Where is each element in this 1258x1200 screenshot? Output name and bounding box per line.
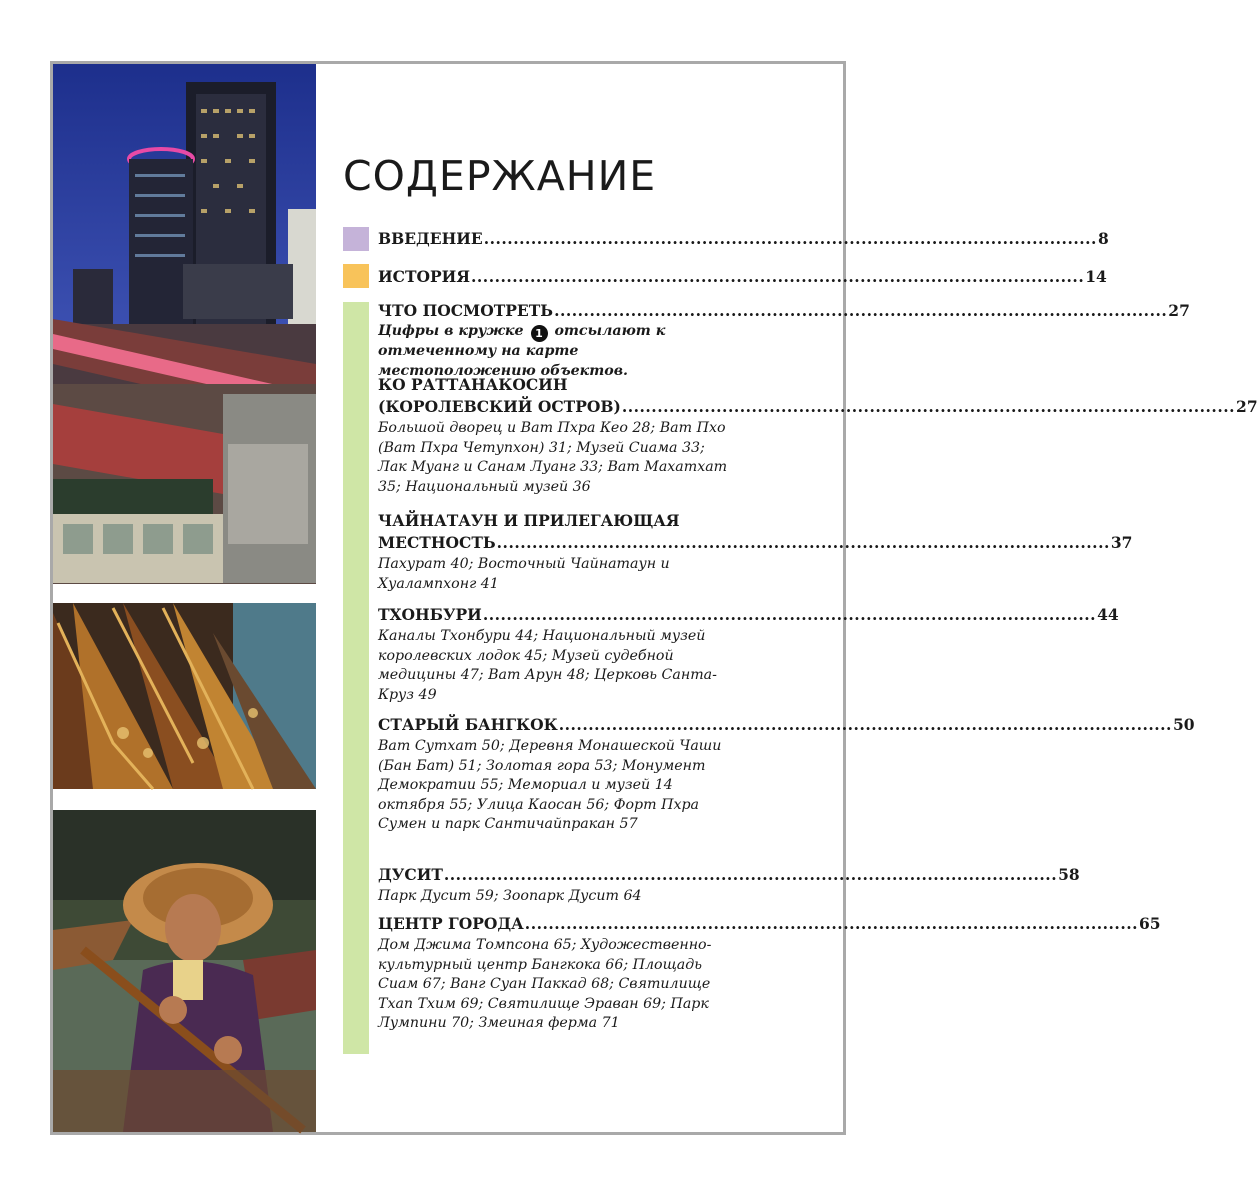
numbered-circle-icon: 1	[531, 325, 548, 342]
toc-label: ИСТОРИЯ	[378, 267, 470, 286]
toc-entry-chinatown[interactable]	[378, 510, 1133, 594]
history-color-marker	[343, 264, 369, 288]
toc-entry-dusit[interactable]	[378, 864, 1080, 907]
toc-entry-intro[interactable]	[378, 228, 1109, 250]
leader-dots: ........................................................................................................	[558, 715, 1172, 734]
toc-label: КО РАТТАНАКОСИН	[378, 375, 568, 394]
toc-label: ВВЕДЕНИЕ	[378, 229, 483, 248]
toc-entry-old-bangkok[interactable]	[378, 714, 1195, 835]
toc-label: СТАРЫЙ БАНГКОК	[378, 715, 558, 734]
toc-entry-history[interactable]	[378, 266, 1107, 288]
sights-color-bar	[343, 302, 369, 1054]
toc-entry-sights[interactable]	[378, 300, 1190, 381]
page-number: 50	[1172, 715, 1195, 734]
leader-dots: ........................................................................................................	[482, 605, 1097, 624]
leader-dots: ........................................................................................................	[496, 533, 1110, 552]
toc-description: Пахурат 40; Восточный Чайнатаун и Хуалампхонг 41	[378, 556, 670, 592]
page-title: СОДЕРЖАНИЕ	[343, 152, 657, 200]
leader-dots: ........................................................................................................	[621, 397, 1236, 416]
leader-dots: ........................................................................................................	[443, 865, 1058, 884]
toc-description: Парк Дусит 59; Зоопарк Дусит 64	[378, 888, 642, 904]
toc-description: Дом Джима Томпсона 65; Художественно-культурный центр Бангкока 66; Площадь Сиам 67; Ванг Суан Паккад 68; Святилище Тхап Тхим 69; Святилище Эраван 69; Парк Лумпини 70; Змеиная ферма 71	[378, 937, 712, 1032]
page-number: 8	[1097, 229, 1109, 248]
temple-roof-photo	[53, 603, 316, 789]
page-number: 14	[1085, 267, 1107, 286]
toc-description: Большой дворец и Ват Пхра Кео 28; Ват Пхо (Ват Пхра Четупхон) 31; Музей Сиама 33; Лак Муанг и Санам Луанг 33; Ват Махатхат 35; Национальный музей 36	[378, 420, 728, 495]
leader-dots: ........................................................................................................	[524, 914, 1139, 933]
leader-dots: ........................................................................................................	[471, 267, 1085, 286]
boat-vendor-photo	[53, 810, 316, 1132]
page-number: 44	[1097, 605, 1119, 624]
toc-description: Ват Сутхат 50; Деревня Монашеской Чаши (Бан Бат) 51; Золотая гора 53; Монумент Демократии 55; Мемориал и музей 14 октября 55; Улица Каосан 56; Форт Пхра Сумен и парк Сантичайпракан 57	[378, 738, 722, 833]
toc-description: Каналы Тхонбури 44; Национальный музей королевских лодок 45; Музей судебной медицины 47; Ват Арун 48; Церковь Санта-Круз 49	[378, 628, 717, 703]
toc-entry-thonburi[interactable]	[378, 604, 1119, 705]
toc-label: ЦЕНТР ГОРОДА	[378, 914, 524, 933]
bangkok-skyline-photo	[53, 64, 316, 583]
toc-label: ТХОНБУРИ	[378, 605, 482, 624]
page-number: 65	[1139, 914, 1161, 933]
toc-label: (КОРОЛЕВСКИЙ ОСТРОВ)	[378, 397, 621, 416]
toc-label: ЧАЙНАТАУН И ПРИЛЕГАЮЩАЯ	[378, 511, 680, 530]
page-number: 27	[1168, 301, 1190, 320]
intro-color-marker	[343, 227, 369, 251]
toc-entry-city-center[interactable]	[378, 913, 1161, 1034]
page-number: 37	[1110, 533, 1133, 552]
toc-label: МЕСТНОСТЬ	[378, 533, 496, 552]
page-number: 27	[1236, 397, 1258, 416]
toc-entry-rattanakosin[interactable]	[378, 374, 1258, 497]
toc-label: ЧТО ПОСМОТРЕТЬ	[378, 301, 554, 320]
leader-dots: ........................................................................................................	[483, 229, 1097, 248]
toc-label: ДУСИТ	[378, 865, 443, 884]
page-number: 58	[1058, 865, 1080, 884]
leader-dots: ........................................................................................................	[554, 301, 1168, 320]
map-marker-note: Цифры в кружке 1 отсылают к отмеченному на карте местоположению объектов.	[378, 323, 666, 379]
